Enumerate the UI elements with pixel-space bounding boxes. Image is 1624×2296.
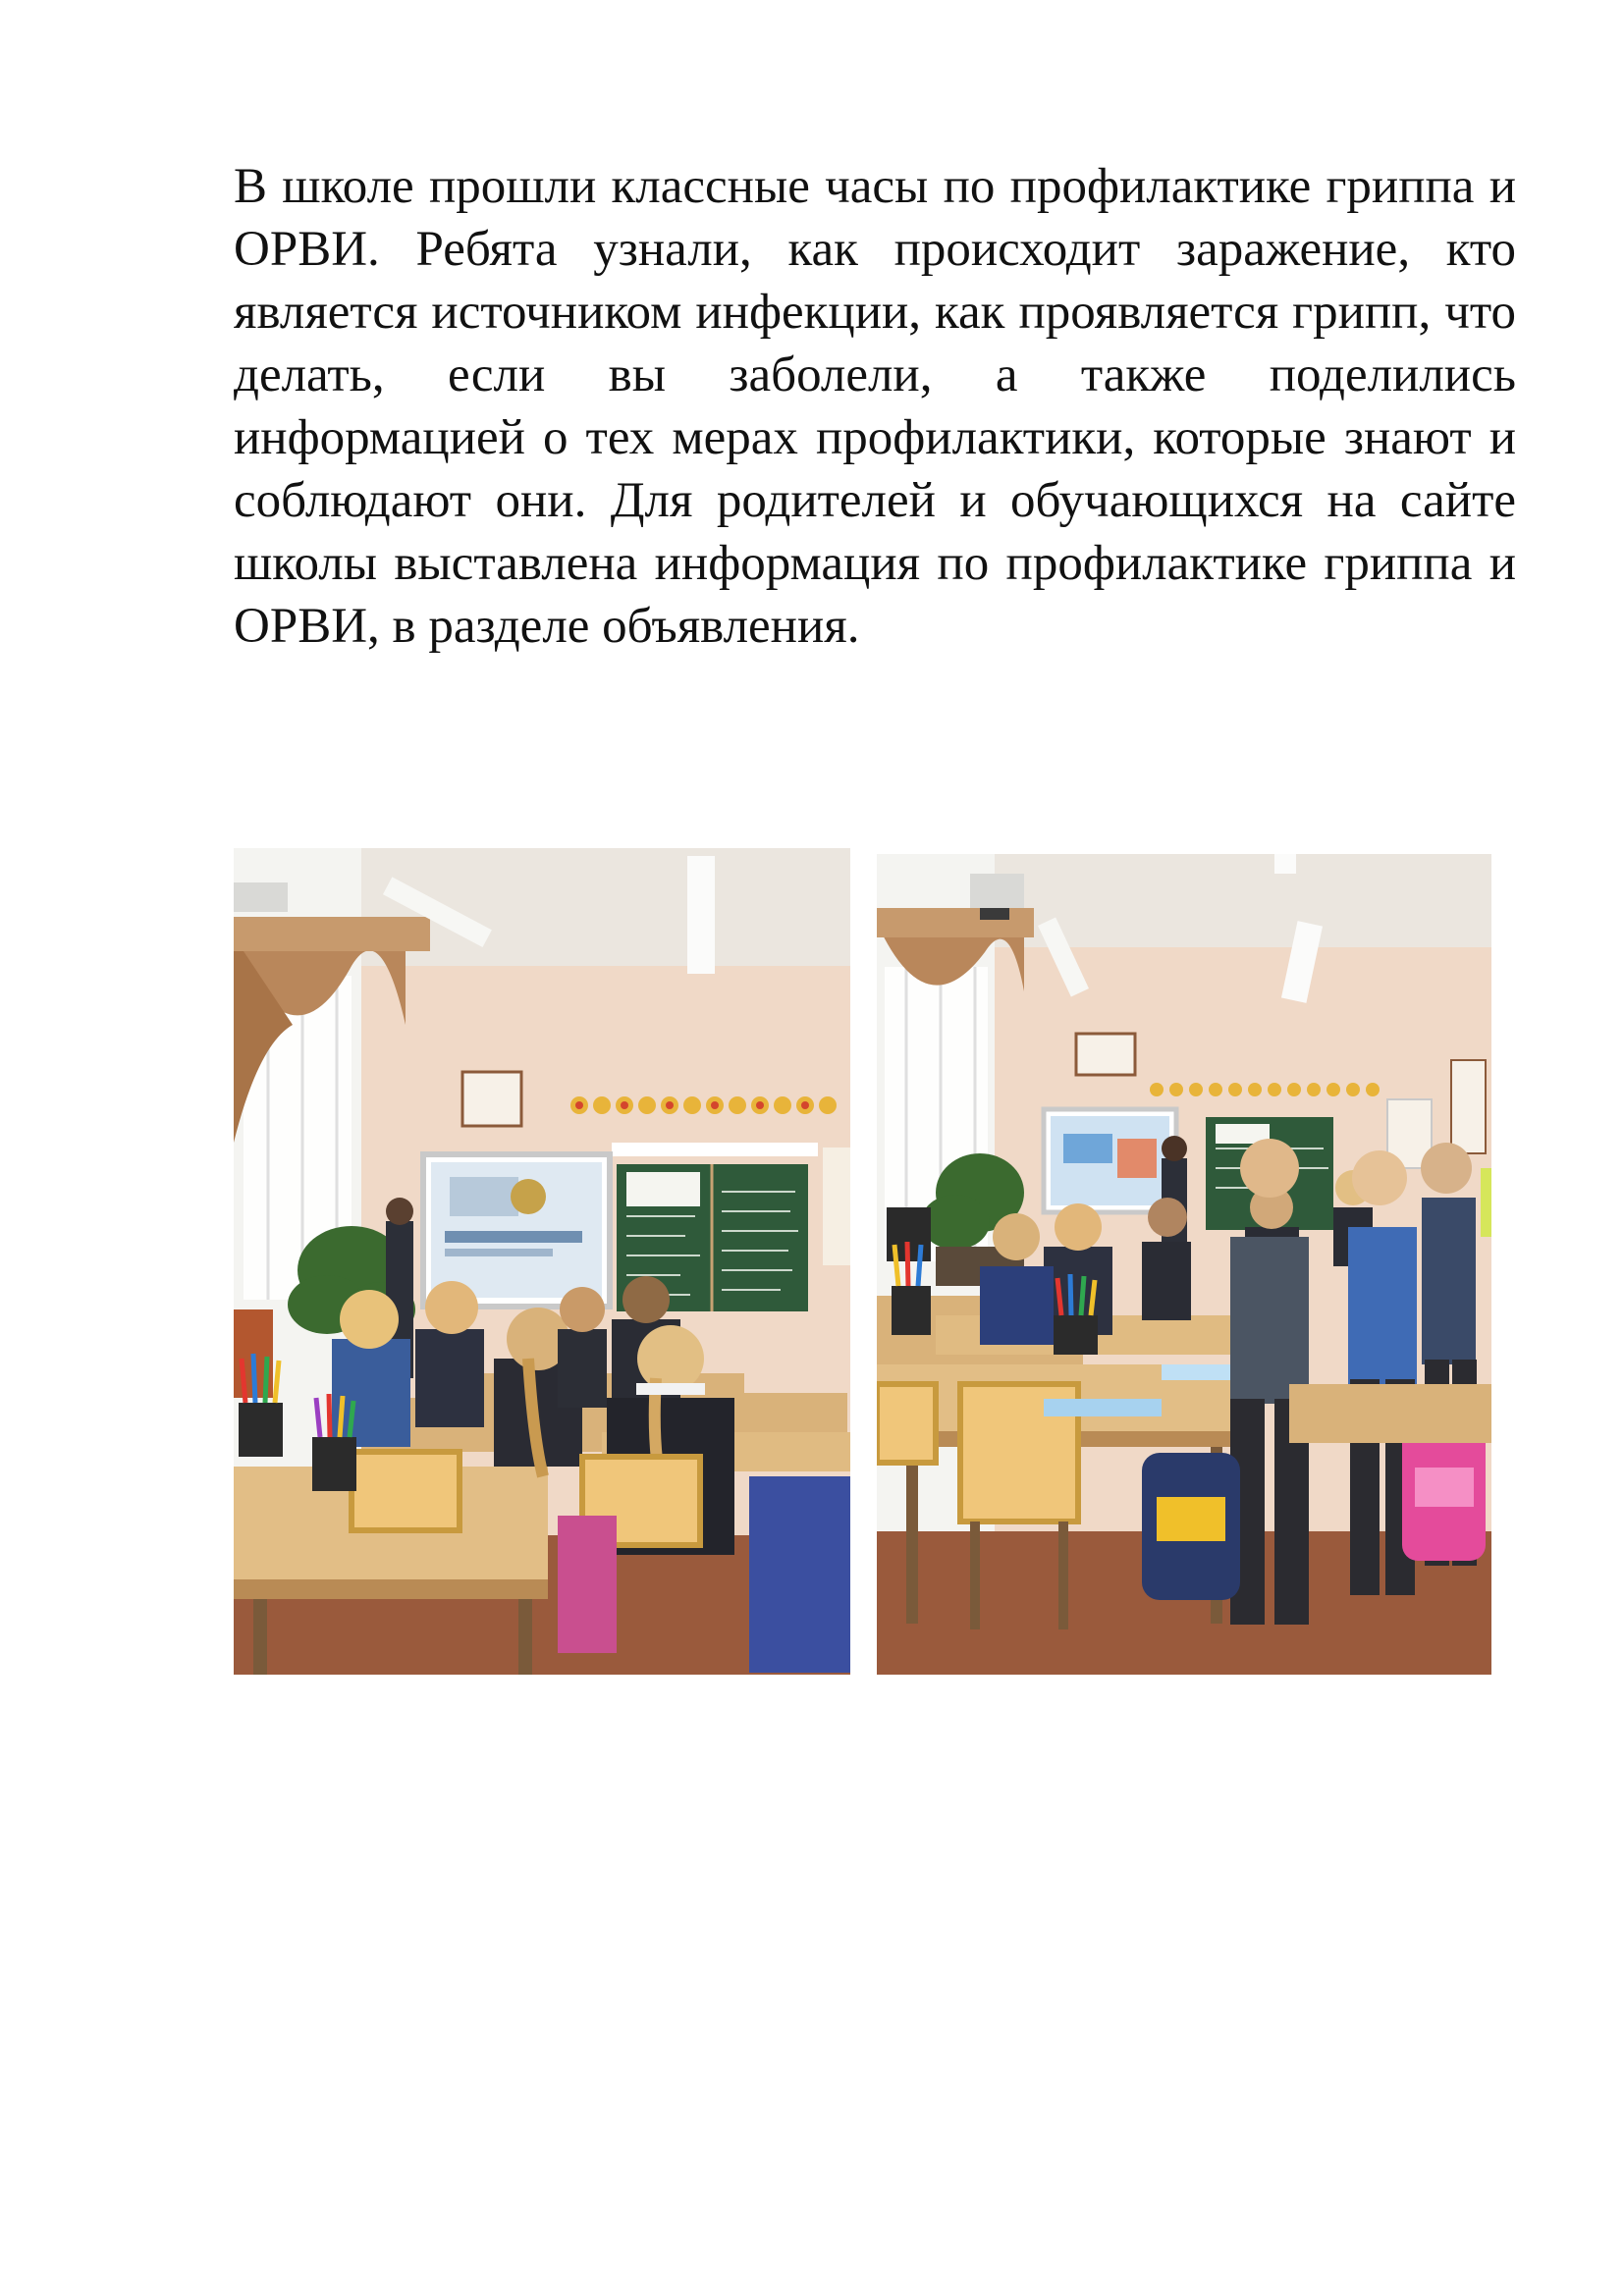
classroom-photo-right-drawing — [877, 854, 1491, 1675]
classroom-photo-right — [877, 854, 1491, 1675]
classroom-photo-left-drawing — [234, 848, 850, 1675]
classroom-photo-left — [234, 848, 850, 1675]
body-paragraph: В школе прошли классные часы по профилактике гриппа и ОРВИ. Ребята узнали, как происходит заражение, кто является источником инфекции, как проявляется грипп, что делать, если вы заболели, а также поделились информацией о тех мерах профилактики, которые знают и соблюдают они. Для родителей и обучающихся на сайте школы выставлена информация по профилактике гриппа и ОРВИ, в разделе объявления. — [234, 159, 1516, 654]
